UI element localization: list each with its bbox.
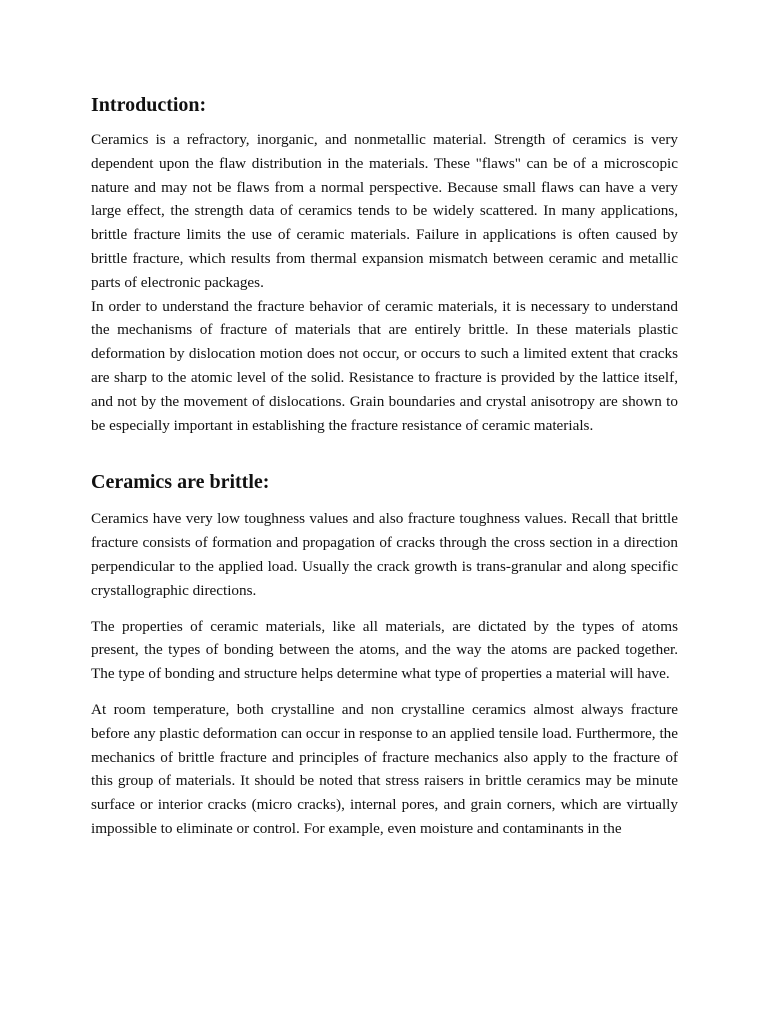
paragraph: In order to understand the fracture behavior of ceramic materials, it is necessary to understand the mechanisms of fracture of materials that are entirely brittle. In these materials plastic deformation by dislocation motion does not occur, or occurs to such a limited extent that cracks are sharp to the atomic level of the solid. Resistance to fracture is provided by the lattice itself, and not by the movement of dislocations. Grain boundaries and crystal anisotropy are shown to be especially important in establishing the fracture resistance of ceramic materials. xyxy=(91,297,678,434)
paragraph: Ceramics is a refractory, inorganic, and nonmetallic material. Strength of ceramics is very dependent upon the flaw distribution in the materials. These "flaws" can be of a microscopic nature and may not be flaws from a normal perspective. Because small flaws can have a very large effect, the strength data of ceramics tends to be widely scattered. In many applications, brittle fracture limits the use of ceramic materials. Failure in applications is often caused by brittle fracture, which results from thermal expansion mismatch between ceramic and metallic parts of electronic packages. xyxy=(91,131,678,291)
paragraph: The properties of ceramic materials, like all materials, are dictated by the types of atoms present, the types of bonding between the atoms, and the way the atoms are packed together. The type of bonding and structure helps determine what type of properties a material will have. xyxy=(91,617,678,683)
section-heading-introduction: Introduction: xyxy=(91,94,207,116)
paragraph: Ceramics have very low toughness values and also fracture toughness values. Recall that brittle fracture consists of formation and propagation of cracks through the cross section in a direction perpendicular to the applied load. Usually the crack growth is trans-granular and along specific crystallographic directions. xyxy=(91,510,678,599)
section-heading-ceramics-are-brittle: Ceramics are brittle: xyxy=(91,471,270,494)
paragraph: At room temperature, both crystalline and non crystalline ceramics almost always fracture before any plastic deformation can occur in response to an applied tensile load. Furthermore, the mechanics of brittle fracture and principles of fracture mechanics also apply to the fracture of this group of materials. It should be noted that stress raisers in brittle ceramics may be minute surface or interior cracks (micro cracks), internal pores, and grain corners, which are virtually impossible to eliminate or control. For example, even moisture and contaminants in the xyxy=(91,700,678,837)
document-body xyxy=(91,90,678,841)
